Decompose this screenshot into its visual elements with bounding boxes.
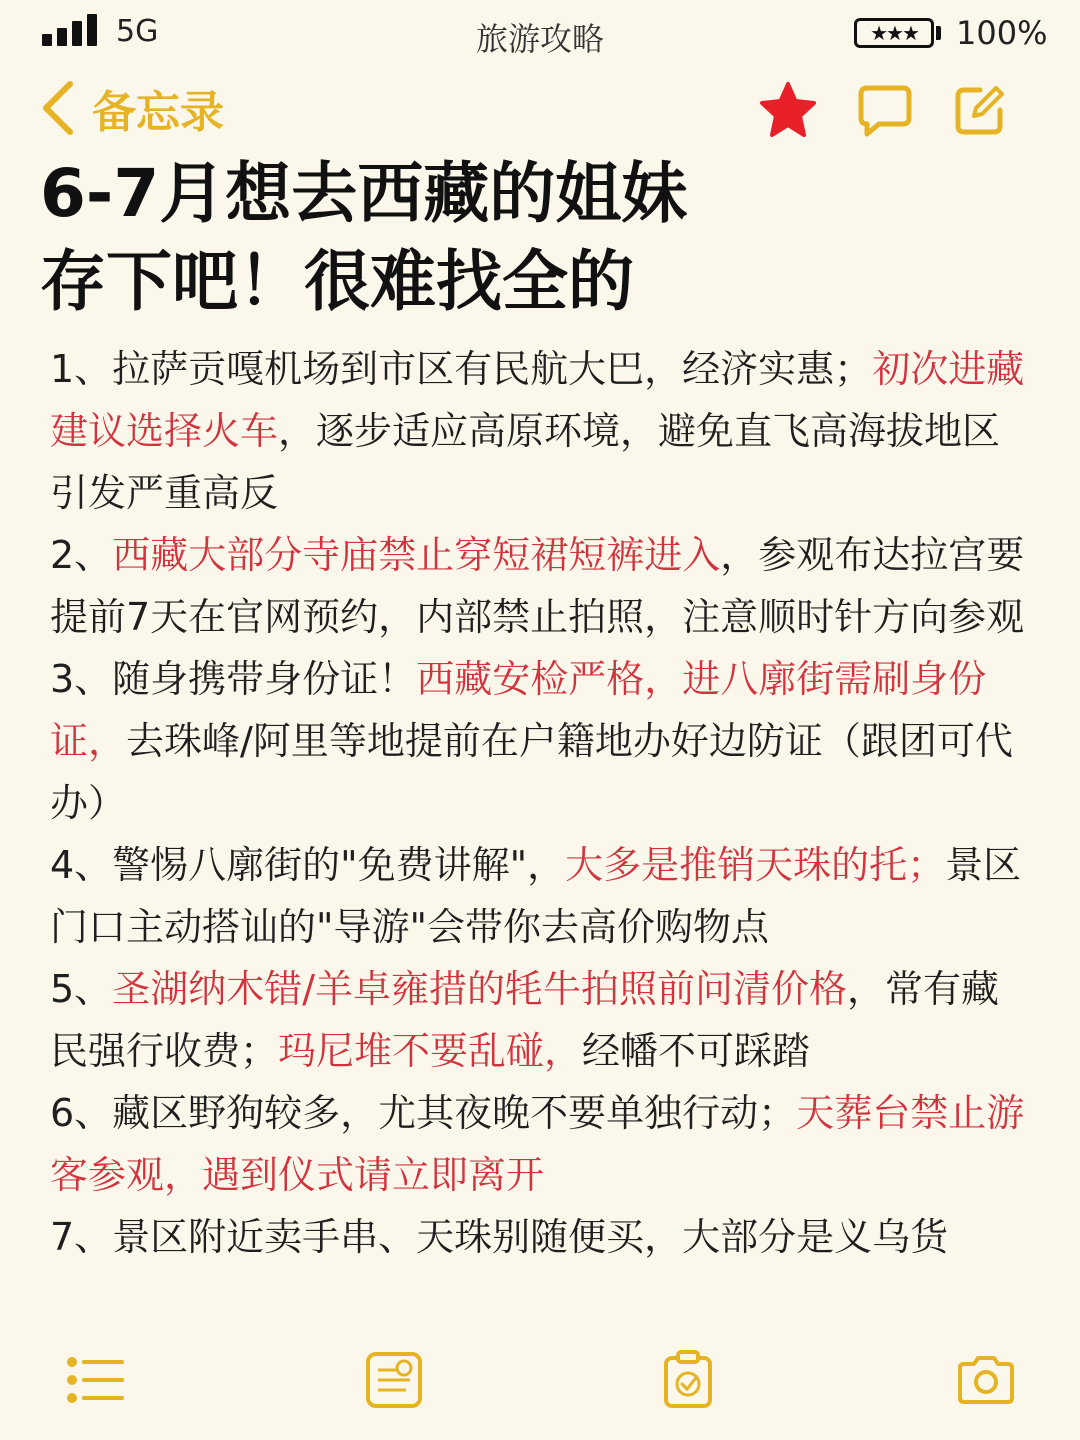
note-item-2	[50, 524, 1034, 648]
note-title-line: 存下吧！很难找全的	[40, 243, 634, 320]
bottom-toolbar	[0, 1330, 1080, 1440]
highlight-text: 玛尼堆不要乱碰，	[278, 1029, 583, 1073]
body-text: 去珠峰/阿里等地提前在户籍地办好边防证（跟团可代办）	[50, 719, 1013, 825]
nav-bar	[0, 70, 1080, 150]
chevron-left-icon	[38, 78, 78, 138]
note-item-5	[50, 958, 1034, 1082]
body-text: ，逐步适应高原环境，避免直飞高海拔地区引发严重高反	[50, 409, 1001, 515]
note-body[interactable]	[50, 338, 1034, 1268]
battery-icon	[854, 18, 934, 48]
draw-icon[interactable]	[656, 1348, 720, 1412]
note-item-1	[50, 338, 1034, 524]
note-title-line: 6-7月想去西藏的姐妹	[40, 155, 688, 232]
highlight-text: 西藏安检严格，进八廓街需刷身份证，	[50, 657, 987, 763]
note-item-6	[50, 1082, 1034, 1206]
network-type: 5G	[116, 14, 159, 49]
highlight-text: 西藏大部分寺庙禁止穿短裙短裤进入	[112, 533, 721, 577]
battery-tip	[936, 26, 941, 40]
body-text: 景区门口主动搭讪的"导游"会带你去高价购物点	[50, 843, 1022, 949]
highlight-text: 圣湖纳木错/羊卓雍措的牦牛拍照前问清价格	[112, 967, 847, 1011]
note-title[interactable]	[40, 150, 1040, 326]
body-text: 4、警惕八廓街的"免费讲解"，	[50, 843, 566, 887]
note-item-7	[50, 1206, 1034, 1268]
body-text: 3、随身携带身份证！	[50, 657, 417, 701]
body-text: 6、藏区野狗较多，尤其夜晚不要单独行动；	[50, 1091, 797, 1135]
body-text: ，参观布达拉宫要提前7天在官网预约，内部禁止拍照，注意顺时针方向参观	[50, 533, 1025, 639]
battery-glyph: ★★★	[870, 21, 918, 45]
body-text: 2、	[50, 533, 113, 577]
body-text: ，常有藏民强行收费；	[50, 967, 1000, 1073]
battery-percent: 100%	[956, 14, 1048, 52]
note-item-4	[50, 834, 1034, 958]
edit-icon[interactable]	[950, 80, 1010, 140]
body-text: 经幡不可踩踏	[582, 1029, 811, 1073]
text-format-icon[interactable]	[362, 1348, 426, 1412]
back-label: 备忘录	[92, 87, 224, 138]
back-button[interactable]	[38, 76, 224, 140]
body-text: 1、拉萨贡嘎机场到市区有民航大巴，经济实惠；	[50, 347, 873, 391]
highlight-text: 初次进藏建议选择火车	[50, 347, 1025, 453]
status-bar	[0, 0, 1080, 70]
note-item-3	[50, 648, 1034, 834]
highlight-text: 天葬台禁止游客参观，遇到仪式请立即离开	[50, 1091, 1025, 1197]
star-icon[interactable]	[758, 80, 818, 140]
comment-icon[interactable]	[855, 80, 915, 140]
body-text: 5、	[50, 967, 113, 1011]
status-title: 旅游攻略	[475, 20, 604, 58]
checklist-icon[interactable]	[62, 1348, 126, 1412]
highlight-text: 大多是推销天珠的托；	[565, 843, 946, 887]
camera-icon[interactable]	[954, 1348, 1018, 1412]
body-text: 7、景区附近卖手串、天珠别随便买，大部分是义乌货	[50, 1215, 949, 1259]
